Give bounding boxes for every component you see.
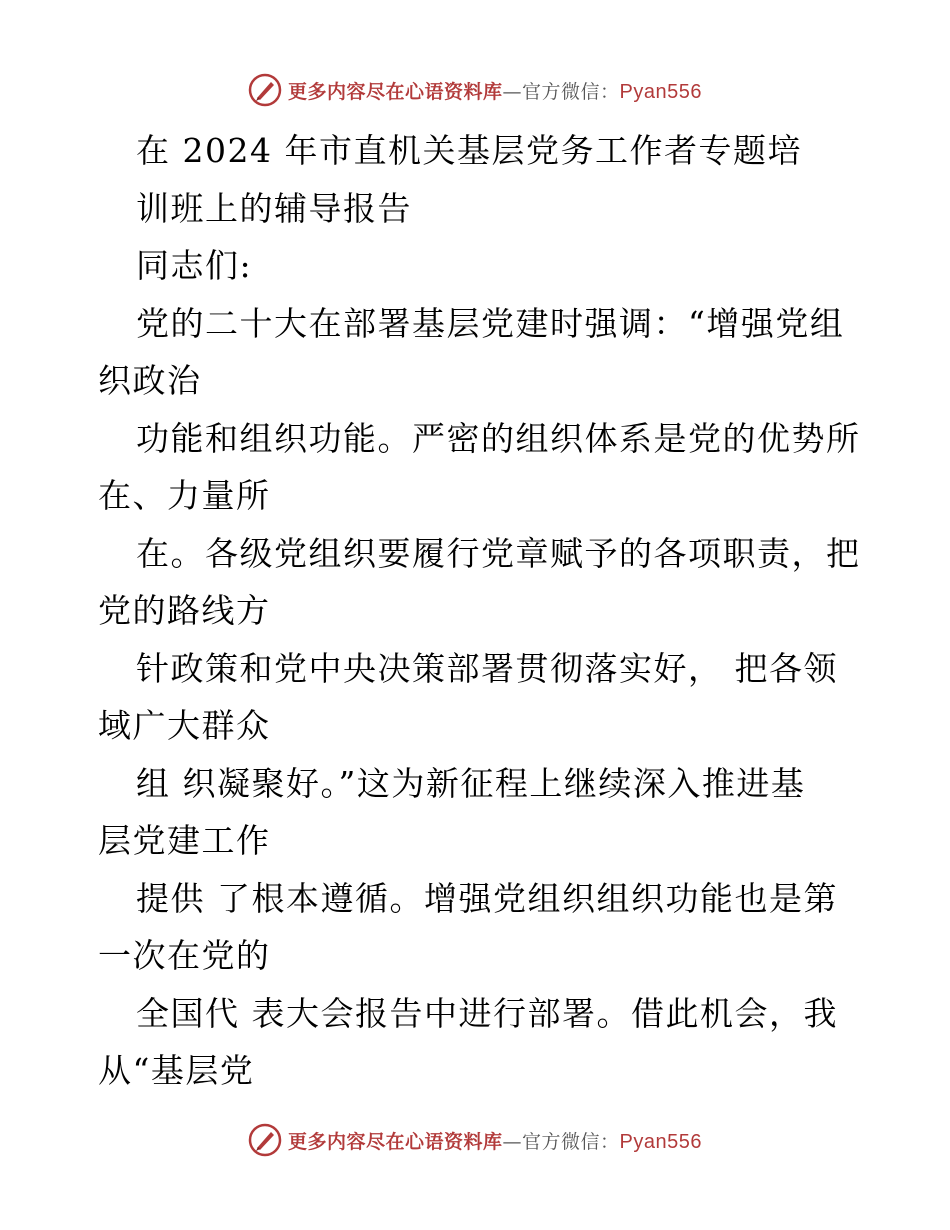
text-line: 提供 了根本遵循。增强党组织组织功能也是第 xyxy=(136,878,838,918)
banner-text: 更多内容尽在心语资料库—官方微信：Pyan556 xyxy=(288,80,702,103)
quill-logo-icon xyxy=(248,73,282,107)
text-line: 全国代 表大会报告中进行部署。借此机会，我 xyxy=(136,993,838,1033)
text-line: 党的路线方 xyxy=(98,591,271,630)
text-line: 针政策和党中央决策部署贯彻落实好， 把各领 xyxy=(136,648,838,688)
text-line: 功能和组织功能。严密的组织体系是党的优势所 xyxy=(136,418,861,458)
header-banner xyxy=(0,70,950,110)
text-line: 域广大群众 xyxy=(98,706,271,745)
text-line: 一次在党的 xyxy=(98,936,271,975)
quill-logo-icon xyxy=(248,1123,282,1157)
text-line: 组 织凝聚好。”这为新征程上继续深入推进基 xyxy=(136,763,806,803)
salutation: 同志们: xyxy=(136,246,253,285)
footer-banner xyxy=(0,1120,950,1160)
doc-title-line-1: 在 2024 年市直机关基层党务工作者专题培 xyxy=(136,131,802,170)
text-line: 在。各级党组织要履行党章赋予的各项职责，把 xyxy=(136,533,861,573)
banner-text: 更多内容尽在心语资料库—官方微信：Pyan556 xyxy=(288,1130,702,1153)
text-line: 层党建工作 xyxy=(98,821,271,860)
doc-title-line-2: 训班上的辅导报告 xyxy=(136,188,412,228)
text-line: 从“基层党 xyxy=(98,1051,255,1090)
text-line: 织政治 xyxy=(98,361,202,400)
text-line: 党的二十大在部署基层党建时强调：“增强党组 xyxy=(136,303,845,343)
document-body xyxy=(98,122,861,1100)
text-line: 在、力量所 xyxy=(98,476,271,515)
